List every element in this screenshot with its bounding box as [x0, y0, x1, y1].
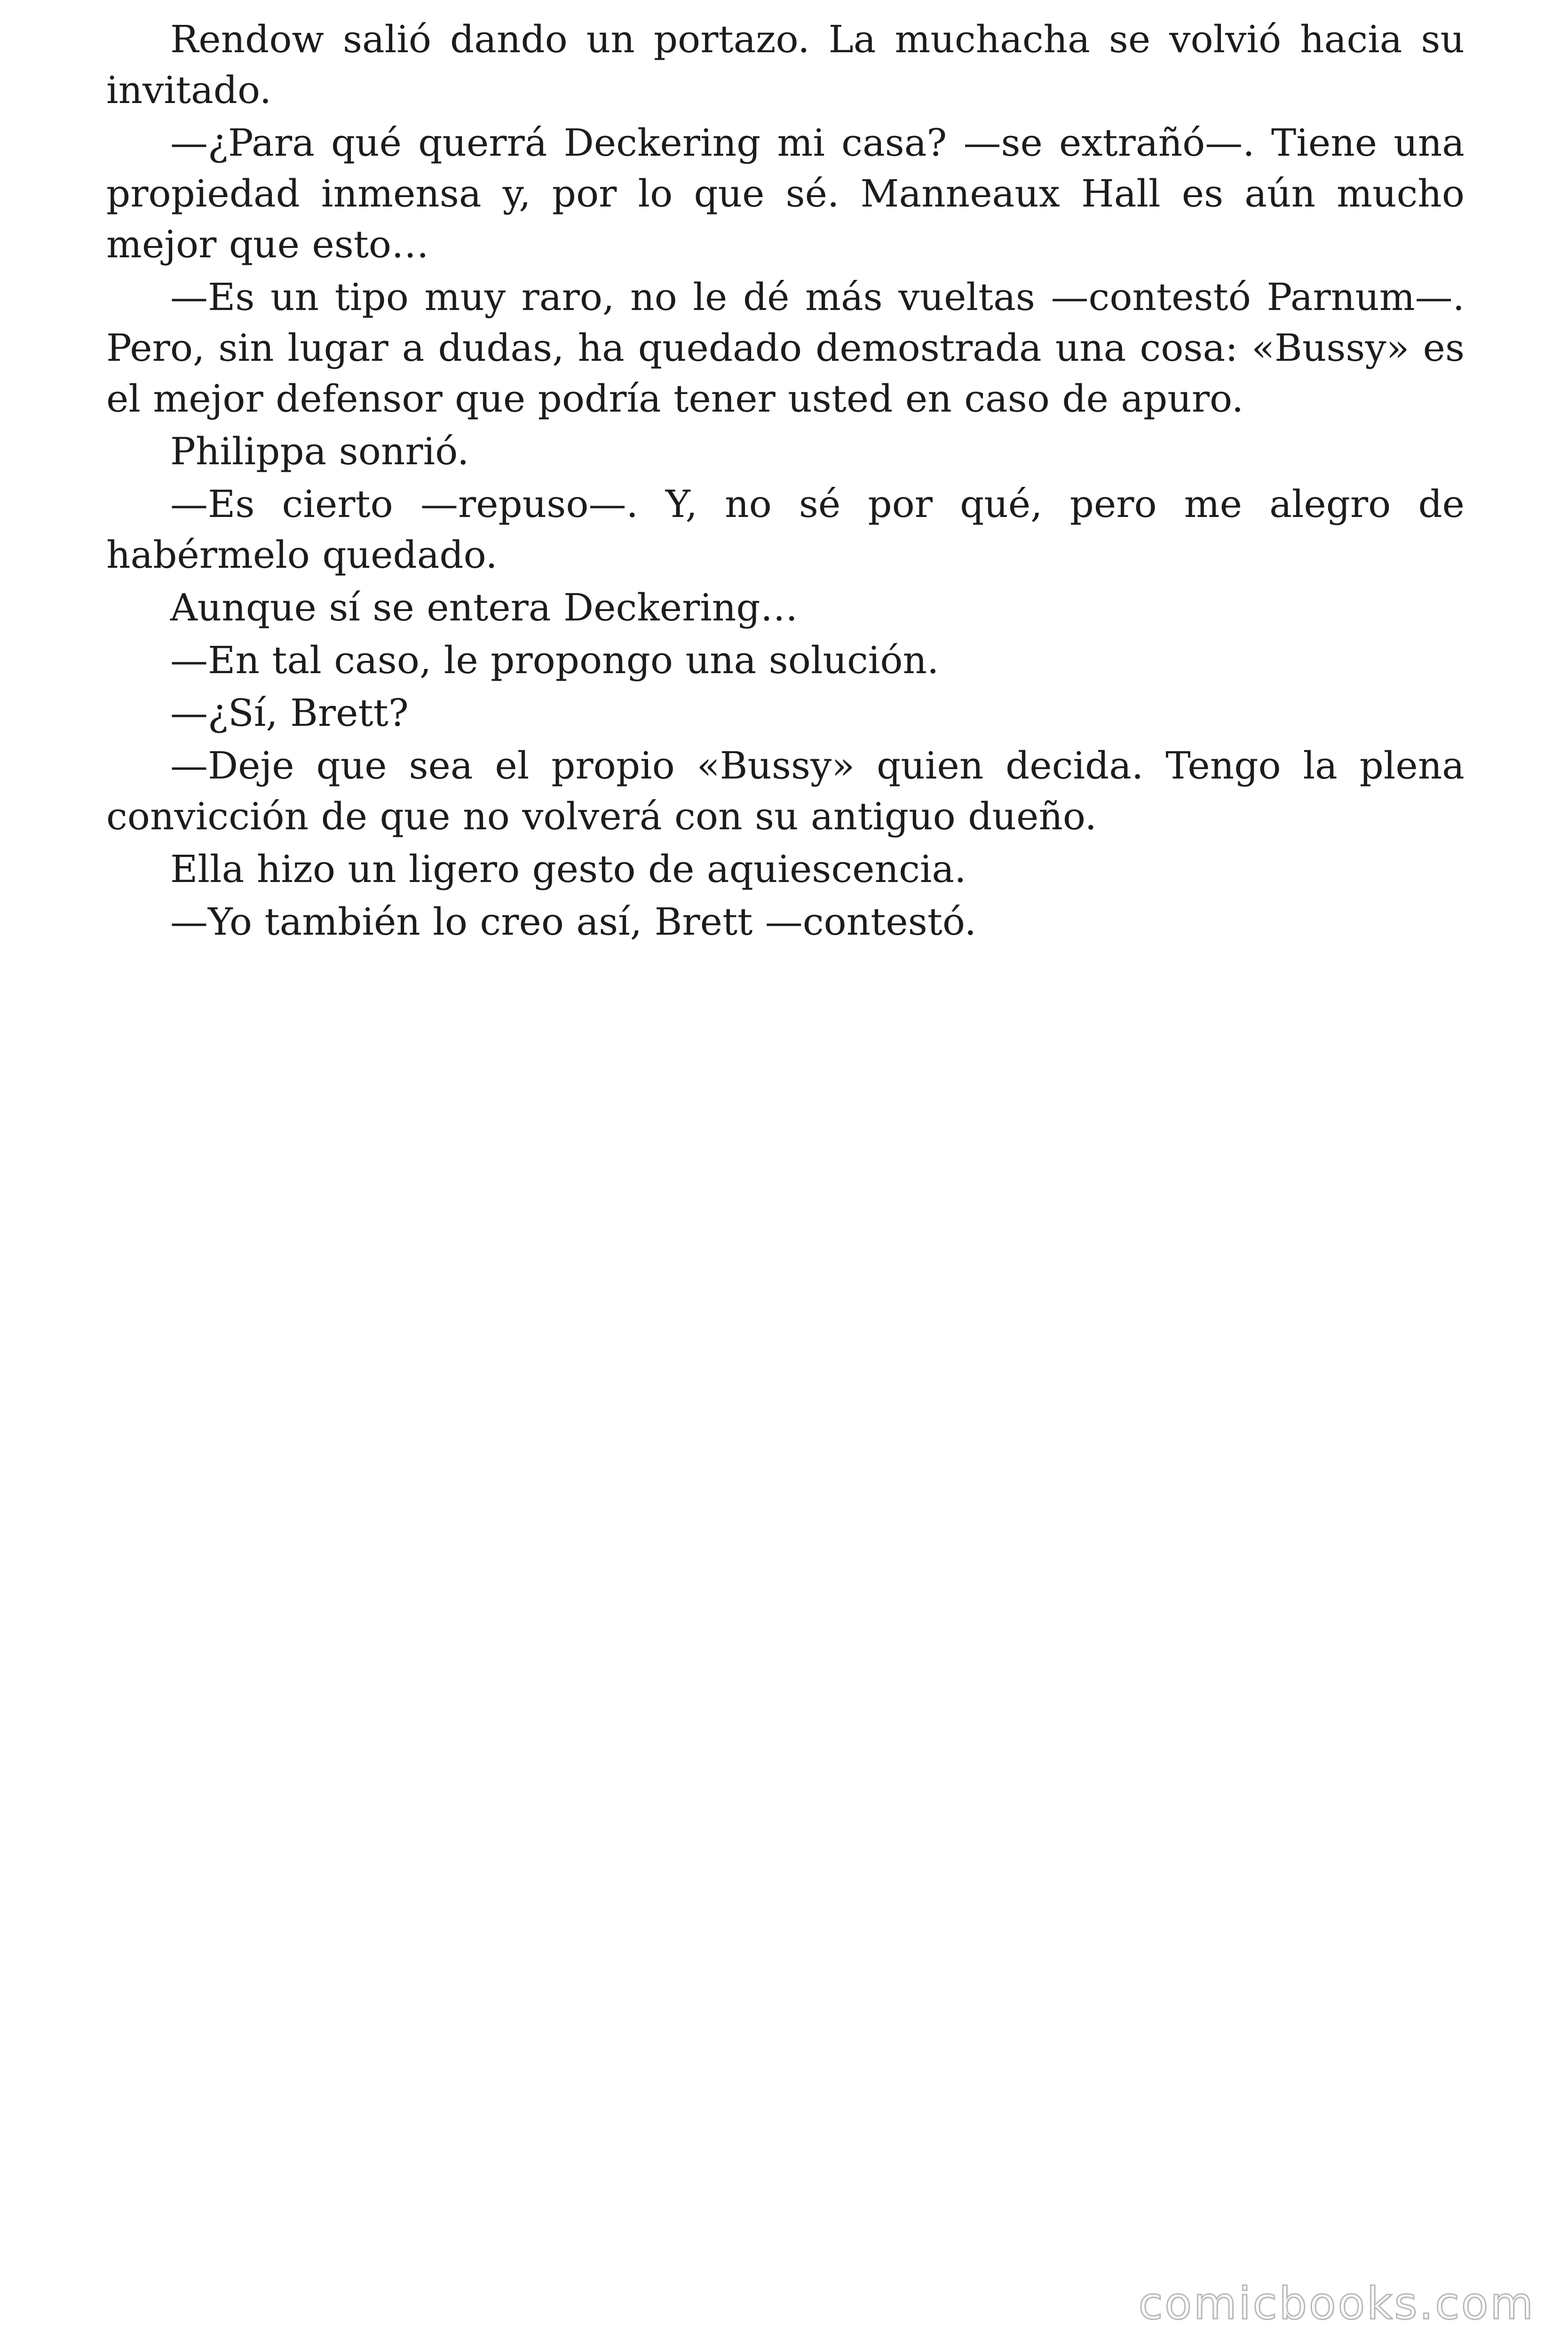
- paragraph: —Yo también lo creo así, Brett —contestó.: [170, 900, 977, 944]
- paragraph: —¿Para qué querrá Deckering mi casa? —se extrañó—. Tiene una propiedad inmensa y, por lo que sé. Manneaux Hall es aún mucho mejor que esto…: [106, 121, 1465, 266]
- body-text: [106, 14, 1465, 949]
- paragraph: —¿Sí, Brett?: [170, 691, 409, 735]
- watermark: comicbooks.com: [1138, 2278, 1535, 2329]
- paragraph: —Es un tipo muy raro, no le dé más vueltas —contestó Parnum—. Pero, sin lugar a dudas, ha quedado demostrada una cosa: «Bussy» es el mejor defensor que podría tener usted en caso de apuro.: [106, 275, 1465, 421]
- paragraph: —Es cierto —repuso—. Y, no sé por qué, pero me alegro de habérmelo quedado.: [106, 482, 1465, 577]
- paragraph: Aunque sí se entera Deckering…: [170, 586, 798, 629]
- paragraph: —Deje que sea el propio «Bussy» quien decida. Tengo la plena convicción de que no volverá con su antiguo dueño.: [106, 744, 1465, 838]
- paragraph: Ella hizo un ligero gesto de aquiescencia.: [170, 847, 966, 891]
- paragraph: Philippa sonrió.: [170, 429, 469, 473]
- paragraph: Rendow salió dando un portazo. La muchacha se volvió hacia su invitado.: [106, 17, 1465, 112]
- paragraph: —En tal caso, le propongo una solución.: [170, 638, 939, 682]
